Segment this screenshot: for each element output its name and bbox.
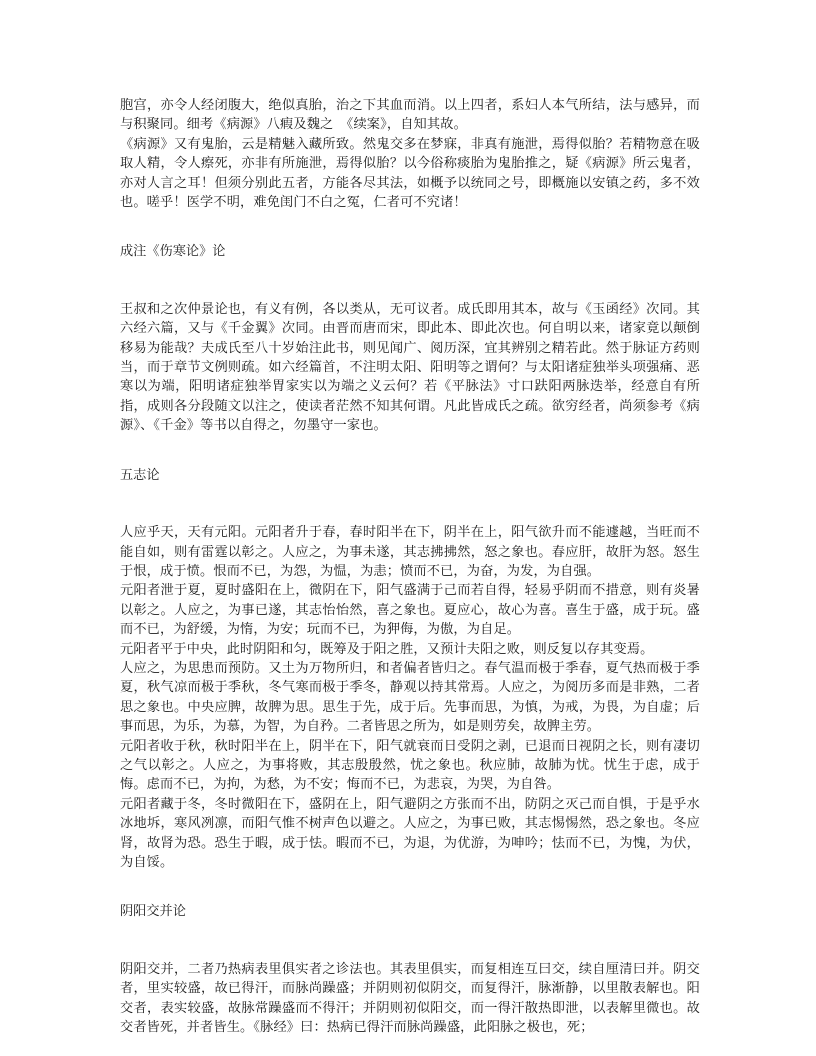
paragraph: 阴阳交并，二者乃热病表里俱实者之诊法也。其表里俱实，而复相连互曰交，续自厘清曰并。阴交者，里实较盛，故已得汗，而脉尚躁盛；并阴则初似阴交，而复得汗，脉渐静，以里散表解也。阳交者，表实较盛，故脉常躁盛而不得汗；并阴则初似阳交，而一得汗散热即泄，以表解里微也。故交者皆死，并者皆生。《脉经》曰：热病已得汗而脉尚躁盛，此阳脉之极也，死； xyxy=(120,961,700,1036)
section-cheng-commentary xyxy=(120,242,700,435)
paragraph: 《病源》又有鬼胎，云是精魅入藏所致。然鬼交多在梦寐，非真有施泄，焉得似胎？若精物意在吸取人精，令人瘵死，亦非有所施泄，焉得似胎？以今俗称痰胎为鬼胎推之，疑《病源》所云鬼者，亦对人言之耳！但须分别此五者，方能各尽其法，如概予以统同之号，即概施以安镇之药，多不效也。嗟乎！医学不明，难免闺门不白之冤，仁者可不究诸！ xyxy=(120,136,700,211)
paragraph: 元阳者平于中央，此时阴阳和匀，既筹及于阳之胜，又预计夫阳之败，则反复以存其变焉。 xyxy=(120,641,654,657)
section-heading: 阴阳交并论 xyxy=(120,904,186,920)
section-five-emotions xyxy=(120,466,700,873)
section-intro xyxy=(120,96,700,212)
paragraph: 元阳者藏于冬，冬时微阳在下，盛阴在上，阳气避阴之方张而不出，防阴之灭己而自惧，于是乎水冰地坼，寒风冽凛，而阳气惟不树声色以避之。人应之，为事已败，其志惕惕然，恐之象也。冬应肾，故肾为恐。恐生于暇，成于怯。暇而不已，为退，为优游，为呻吟；怯而不已，为愧，为伏，为自馁。 xyxy=(120,796,700,870)
section-heading: 成注《伤寒论》论 xyxy=(120,244,226,260)
section-yin-yang xyxy=(120,902,700,1037)
document-page xyxy=(120,96,700,1037)
paragraph: 王叔和之次仲景论也，有义有例，各以类从，无可议者。成氏即用其本，故与《玉函经》次同。其六经六篇，又与《千金翼》次同。由晋而唐而宋，即此本、即此次也。何自明以来，诸家竟以颠倒移易为能哉？夫成氏至八十岁始注此书，则见闻广、阅历深，宜其辨别之精若此。然于脉证方药则当，而于章节文例则疏。如六经篇首，不注明太阳、阳明等之谓何？与太阳诸症独举头项强痛、恶寒以为端，阳明诸症独举胃家实以为端之义云何？若《平脉法》寸口趺阳两脉迭举，经意自有所指，成则各分段随文以注之，使读者茫然不知其何谓。凡此皆成氏之疏。欲穷经者，尚须参考《病源》、《千金》等书以自得之，勿墨守一家也。 xyxy=(120,301,700,434)
paragraph: 元阳者泄于夏，夏时盛阳在上，微阴在下，阳气盛满于己而若自得，轻易乎阴而不措意，则有炎暑以彰之。人应之，为事已遂，其志怡怡然，喜之象也。夏应心，故心为喜。喜生于盛，成于玩。盛而不已，为舒缓，为惰，为安；玩而不已，为狎侮，为傲，为自足。 xyxy=(120,583,700,638)
section-heading: 五志论 xyxy=(120,467,160,483)
paragraph: 元阳者收于秋，秋时阳半在上，阴半在下，阳气就衰而日受阴之剥，已退而日视阴之长，则有凄切之气以彰之。人应之，为事将败，其志殷殷然，忧之象也。秋应肺，故肺为忧。忧生于虑，成于悔。虑而不已，为拘，为愁，为不安；悔而不已，为悲哀，为哭，为自咎。 xyxy=(120,738,700,793)
paragraph: 人应之，为思患而预防。又土为万物所归，和者偏者皆归之。春气温而极于季春，夏气热而极于季夏，秋气凉而极于季秋，冬气寒而极于季冬，静观以持其常焉。人应之，为阅历多而是非熟，二者思之象也。中央应脾，故脾为思。思生于先，成于后。先事而思，为慎，为戒，为畏，为自虚；后事而思，为乐，为慕，为智，为自矜。二者皆思之所为，如是则劳矣，故脾主劳。 xyxy=(120,660,700,735)
paragraph: 人应乎天，天有元阳。元阳者升于春，春时阳半在下，阴半在上，阳气欲升而不能遽越，当旺而不能自如，则有雷霆以彰之。人应之，为事未遂，其志拂拂然，怒之象也。春应肝，故肝为怒。怒生于恨，成于愤。恨而不已，为怨，为愠，为恚；愤而不已，为奋，为发，为自强。 xyxy=(120,525,700,579)
paragraph: 胞宫，亦令人经闭腹大，绝似真胎，治之下其血而消。以上四者，系妇人本气所结，法与感异，而与积聚同。细考《病源》八瘕及魏之 《续案》，自知其故。 xyxy=(120,98,700,133)
